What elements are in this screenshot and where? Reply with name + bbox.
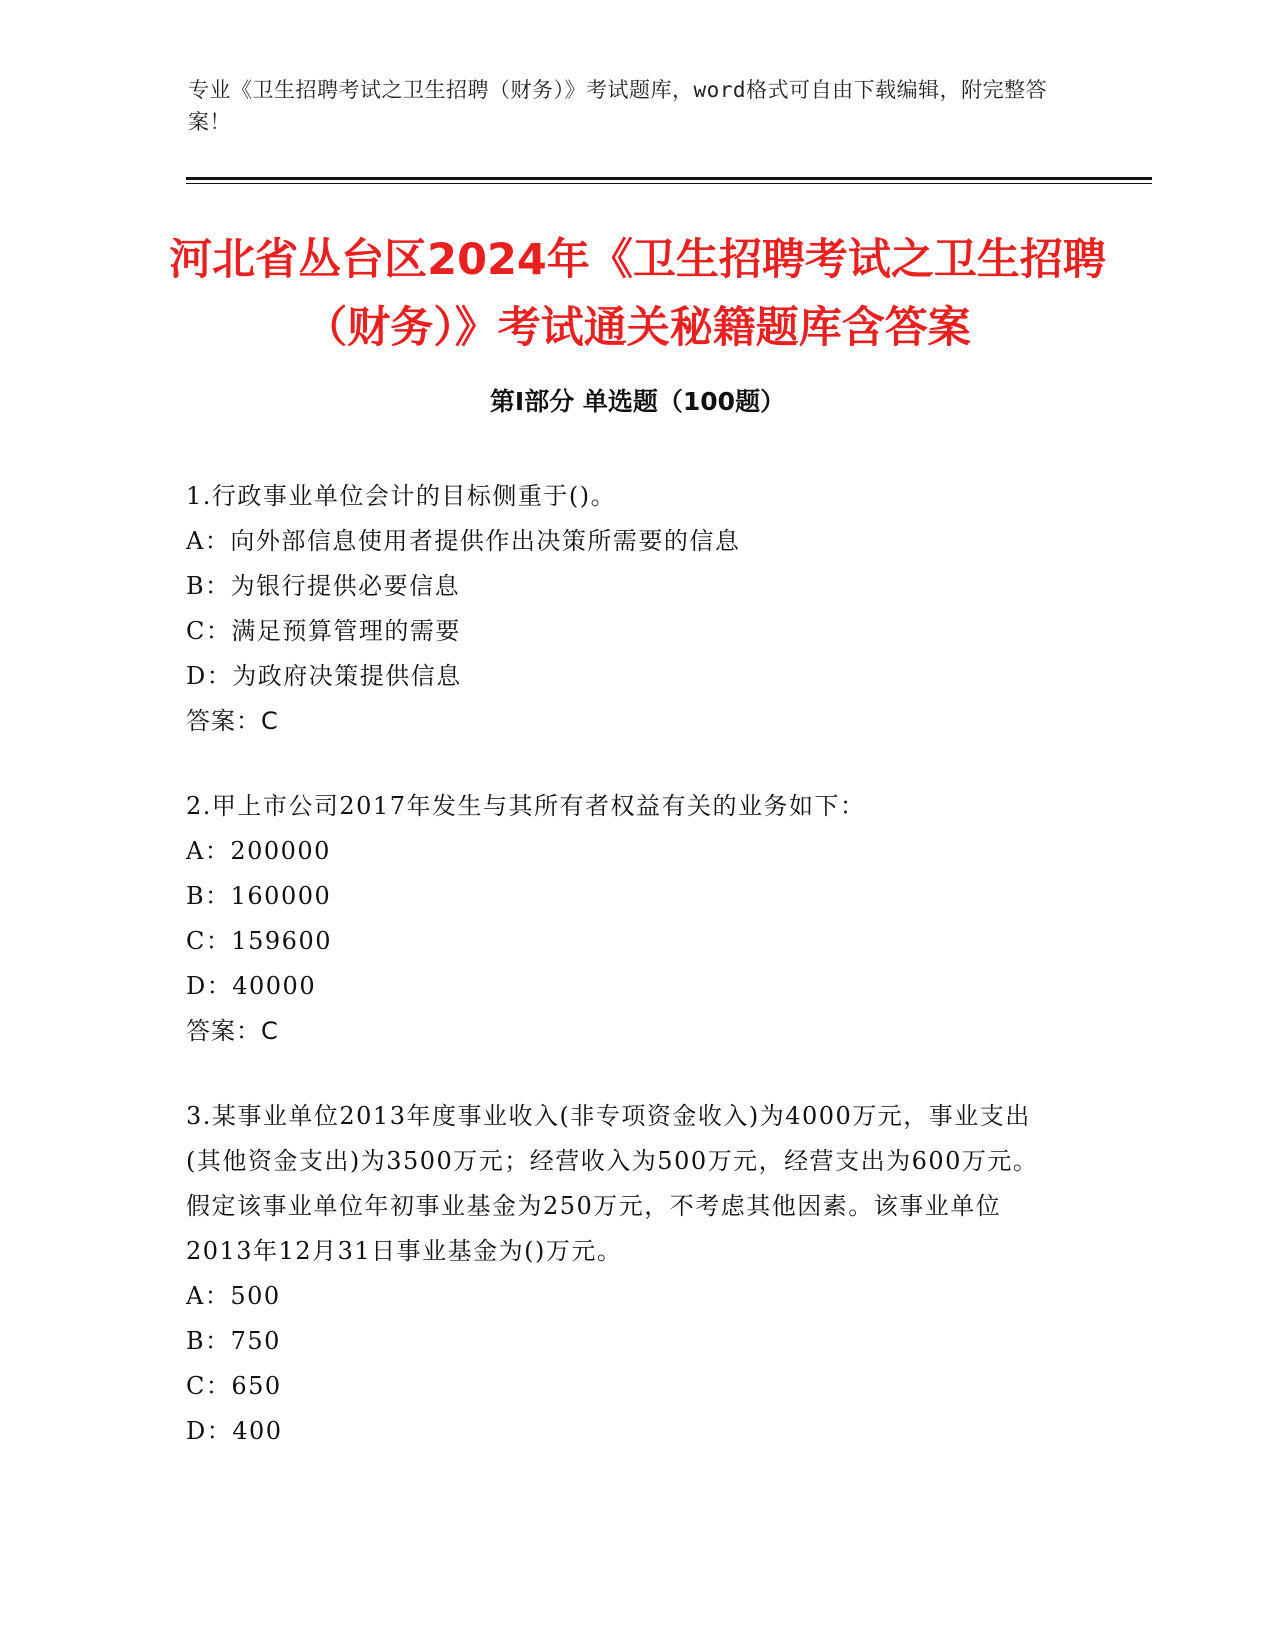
option-b: B：为银行提供必要信息 [186, 572, 461, 600]
option-b: B：160000 [186, 882, 332, 910]
question-text: 2.甲上市公司2017年发生与其所有者权益有关的业务如下： [186, 792, 866, 820]
question-text: 1.行政事业单位会计的目标侧重于()。 [186, 482, 617, 510]
question-3 [186, 1094, 1066, 1454]
header-rule-thin [186, 183, 1152, 184]
option-a: A：500 [186, 1282, 281, 1310]
option-a: A：向外部信息使用者提供作出决策所需要的信息 [186, 527, 741, 555]
header-note: 专业《卫生招聘考试之卫生招聘（财务）》考试题库，word格式可自由下载编辑，附完整答案！ [188, 78, 1048, 134]
answer: 答案：C [186, 707, 279, 735]
option-b: B：750 [186, 1327, 281, 1355]
section-title: 第Ⅰ部分 单选题（100题） [489, 387, 786, 416]
document-title: 河北省丛台区2024年《卫生招聘考试之卫生招聘（财务）》考试通关秘籍题库含答案 [169, 235, 1106, 353]
option-a: A：200000 [186, 837, 331, 865]
question-text: 3.某事业单位2013年度事业收入(非专项资金收入)为4000万元，事业支出(其他资金支出)为3500万元；经营收入为500万元，经营支出为600万元。假定该事业单位年初事业基金为250万元，不考虑其他因素。该事业单位2013年12月31日事业基金为()万元。 [186, 1102, 1039, 1265]
answer: 答案：C [186, 1017, 279, 1045]
question-2 [186, 784, 1066, 1054]
option-d: D：400 [186, 1417, 283, 1445]
header-rule-thick [186, 177, 1152, 180]
option-c: C：159600 [186, 927, 332, 955]
option-d: D：为政府决策提供信息 [186, 662, 462, 690]
question-1 [186, 474, 1066, 744]
question-list [186, 474, 1066, 1494]
option-d: D：40000 [186, 972, 317, 1000]
option-c: C：650 [186, 1372, 282, 1400]
option-c: C：满足预算管理的需要 [186, 617, 461, 645]
